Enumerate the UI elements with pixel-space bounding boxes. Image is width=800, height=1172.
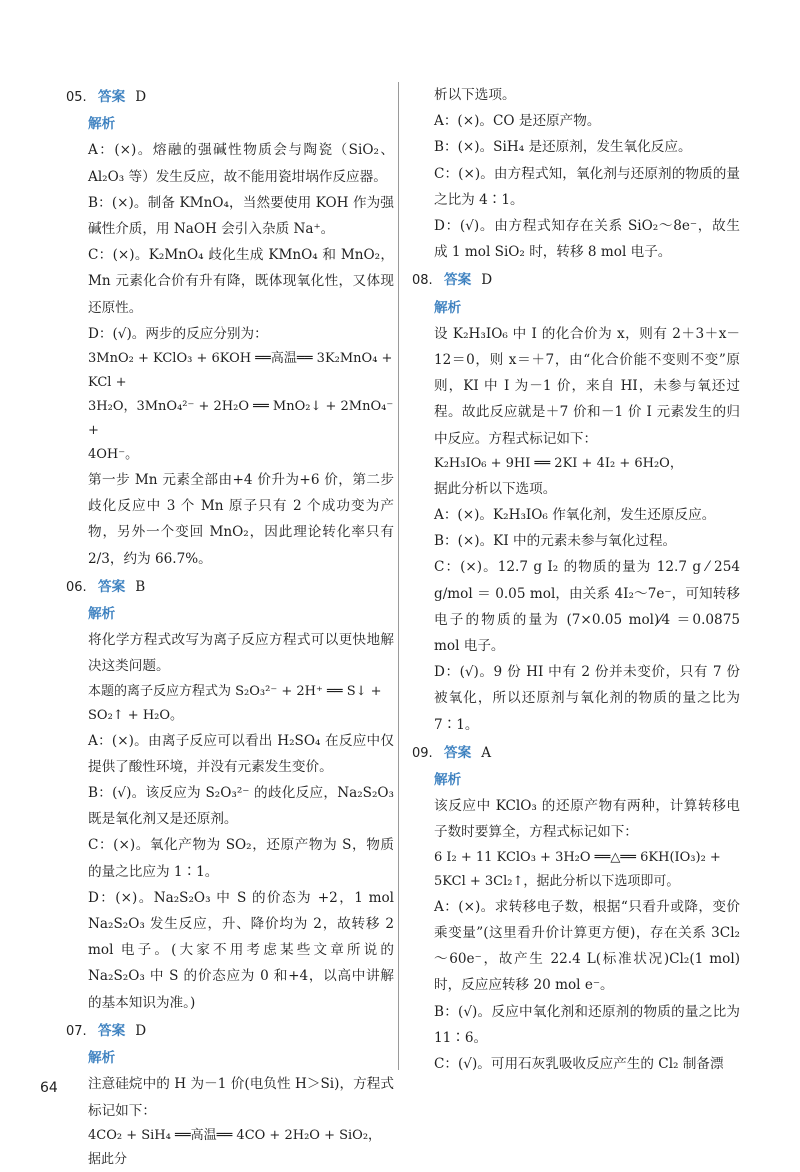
answer-value: A xyxy=(481,744,492,761)
paragraph: B：(√)。该反应为 S₂O₃²⁻ 的歧化反应，Na₂S₂O₃ 既是氧化剂又是还原剂。 xyxy=(88,785,394,828)
answer-label: 答案 xyxy=(444,744,472,761)
paragraph: D：(×)。Na₂S₂O₃ 中 S 的价态为 +2，1 mol Na₂S₂O₃ 发生反应，升、降价均为 2，故转移 2 mol 电子。(大家不用考虑某些文章所说的 Na₂S₂O₃ 中 S 的价态应为 0 和+4，以高中讲解的基本知识为准。) xyxy=(88,889,394,1011)
equation-line: K₂H₃IO₆ + 9HI ══ 2KI + 4I₂ + 6H₂O， xyxy=(434,455,683,471)
paragraph: A：(×)。CO 是还原产物。 xyxy=(434,113,601,130)
answer-label: 答案 xyxy=(444,272,472,289)
answer-value: D xyxy=(135,1022,147,1039)
paragraph: A：(×)。求转移电子数，根据“只看升或降，变价乘变量”(这里看升价计算更方便)，存在关系 3Cl₂～60e⁻，故产生 22.4 L(标准状况)Cl₂(1 mol) 时，反应应转移 20 mol e⁻。 xyxy=(434,898,740,994)
question-number: 08. xyxy=(412,273,433,289)
analysis-label: 解析 xyxy=(88,1050,116,1067)
answer-value: D xyxy=(135,89,147,105)
paragraph: B：(√)。反应中氧化剂和还原剂的物质的量之比为 11∶6。 xyxy=(434,1003,740,1046)
analysis-label: 解析 xyxy=(88,116,116,133)
analysis-label: 解析 xyxy=(88,606,116,623)
equation-line: 6 I₂ + 11 KClO₃ + 3H₂O ══△══ 6KH(IO₃)₂ + xyxy=(434,849,721,865)
question-08-header xyxy=(412,267,740,294)
answer-label: 答案 xyxy=(98,89,126,105)
question-number: 09. xyxy=(412,745,433,761)
left-column xyxy=(66,82,394,1172)
paragraph: A：(×)。熔融的强碱性物质会与陶瓷（SiO₂、Al₂O₃ 等）发生反应，故不能用瓷坩埚作反应器。 xyxy=(88,142,394,185)
paragraph: 设 K₂H₃IO₆ 中 I 的化合价为 x，则有 2＋3＋x－12＝0，则 x＝＋7，由“化合价能不变则不变”原则，KI 中 I 为－1 价，来自 HI，未参与氧还过程。故此反应就是＋7 价和－1 价 I 元素发生的归中反应。方程式标记如下： xyxy=(434,325,740,447)
question-06-header xyxy=(66,574,394,601)
analysis-label: 解析 xyxy=(434,772,462,789)
paragraph: D：(√)。9 份 HI 中有 2 份并未变价，只有 7 份被氧化，所以还原剂与氧化剂的物质的量之比为 7∶1。 xyxy=(434,664,740,733)
paragraph: 注意硅烷中的 H 为－1 价(电负性 H＞Si)，方程式标记如下： xyxy=(88,1076,394,1119)
answer-value: D xyxy=(481,272,493,289)
paragraph: B：(×)。SiH₄ 是还原剂，发生氧化反应。 xyxy=(434,139,692,156)
equation-line: SO₂↑ + H₂O。 xyxy=(88,707,184,723)
equation-line: 3H₂O，3MnO₄²⁻ + 2H₂O ══ MnO₂↓ + 2MnO₄⁻ + xyxy=(88,399,394,439)
question-number: 05. xyxy=(66,90,87,105)
answer-label: 答案 xyxy=(98,1022,126,1039)
column-divider xyxy=(398,82,399,1070)
page-number: 64 xyxy=(40,1080,58,1096)
equation-line: 4CO₂ + SiH₄ ══高温══ 4CO + 2H₂O + SiO₂，据此分 xyxy=(88,1127,382,1167)
equation-line: 4OH⁻。 xyxy=(88,447,139,463)
paragraph: C：(×)。氧化产物为 SO₂，还原产物为 S，物质的量之比应为 1∶1。 xyxy=(88,837,394,880)
paragraph: B：(×)。KI 中的元素未参与氧化过程。 xyxy=(434,533,677,550)
paragraph: A：(×)。K₂H₃IO₆ 作氧化剂，发生还原反应。 xyxy=(434,507,716,524)
paragraph: C：(×)。12.7 g I₂ 的物质的量为 12.7 g ⁄ 254 g/mol ＝ 0.05 mol，由关系 4I₂～7e⁻，可知转移电子的物质的量为 (7×0.05 mol)⁄4 ＝0.0875 mol 电子。 xyxy=(434,559,740,655)
equation-line: 5KCl + 3Cl₂↑，据此分析以下选项即可。 xyxy=(434,873,680,889)
equation-line: 3MnO₂ + KClO₃ + 6KOH ══高温══ 3K₂MnO₄ + KCl + xyxy=(88,351,393,391)
paragraph: C：(×)。由方程式知，氧化剂与还原剂的物质的量之比为 4∶1。 xyxy=(434,165,740,208)
answer-value: B xyxy=(135,578,146,595)
paragraph: A：(×)。由离子反应可以看出 H₂SO₄ 在反应中仅提供了酸性环境，并没有元素发生变价。 xyxy=(88,732,394,775)
right-column xyxy=(412,82,740,1077)
question-09-header xyxy=(412,740,740,767)
paragraph: 据此分析以下选项。 xyxy=(434,480,557,497)
answer-label: 答案 xyxy=(98,578,126,595)
paragraph: 将化学方程式改写为离子反应方程式可以更快地解决这类问题。 xyxy=(88,632,394,675)
paragraph: 析以下选项。 xyxy=(434,87,516,103)
question-05-header xyxy=(66,84,394,111)
paragraph: C：(×)。K₂MnO₄ 歧化生成 KMnO₄ 和 MnO₂，Mn 元素化合价有升有降，既体现氧化性，又体现还原性。 xyxy=(88,247,394,316)
analysis-label: 解析 xyxy=(434,299,462,316)
paragraph: D：(√)。两步的反应分别为： xyxy=(88,325,268,342)
paragraph: 第一步 Mn 元素全部由+4 价升为+6 价，第二步歧化反应中 3 个 Mn 原子只有 2 个成功变为产物，另外一个变回 MnO₂，因此理论转化率只有 2/3，约为 66.7%。 xyxy=(88,472,394,567)
equation-line: 本题的离子反应方程式为 S₂O₃²⁻ + 2H⁺ ══ S↓ + xyxy=(88,683,382,699)
question-number: 07. xyxy=(66,1023,87,1039)
question-07-header xyxy=(66,1018,394,1045)
paragraph: 该反应中 KClO₃ 的还原产物有两种，计算转移电子数时要算全，方程式标记如下： xyxy=(434,798,740,841)
paragraph: B：(×)。制备 KMnO₄，当然要使用 KOH 作为强碱性介质，用 NaOH 会引入杂质 Na⁺。 xyxy=(88,194,394,238)
paragraph: D：(√)。由方程式知存在关系 SiO₂～8e⁻，故生成 1 mol SiO₂ 时，转移 8 mol 电子。 xyxy=(434,218,740,261)
paragraph: C：(√)。可用石灰乳吸收反应产生的 Cl₂ 制备漂 xyxy=(434,1055,724,1072)
question-number: 06. xyxy=(66,579,87,595)
